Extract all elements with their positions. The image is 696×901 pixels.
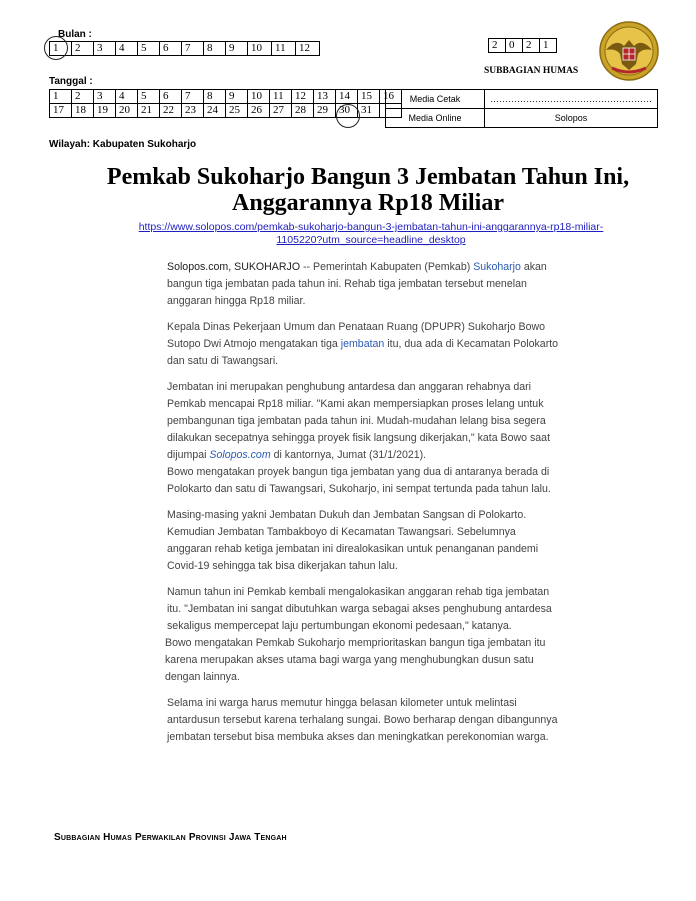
title-line-2: Anggarannya Rp18 Miliar [231, 190, 504, 216]
month-cell: 4 [116, 42, 138, 56]
paragraph-7: Bowo mengatakan Pemkab Sukoharjo memprioritaskan bangun tiga jembatan itu karena merupakan akses utama bagi warga yang menghubungkan dusun satu dengan lainnya. [165, 637, 546, 683]
p2-text-b: itu, dua ada di Kecamatan Polokarto dan satu di Tawangsari. [167, 338, 559, 367]
article-body [167, 259, 559, 755]
month-cell: 12 [296, 42, 320, 56]
garuda-emblem-icon [598, 20, 660, 82]
media-online-value: Solopos [485, 109, 658, 128]
keyword-link-jembatan[interactable]: jembatan [340, 338, 385, 350]
day-cell: 10 [248, 90, 270, 104]
month-cell: 3 [94, 42, 116, 56]
media-cetak-value: ……………………………………………… [485, 90, 658, 109]
day-cell: 18 [72, 104, 94, 118]
paragraph-8: Selama ini warga harus memutur hingga belasan kilometer untuk melintasi antardusun tersebut karena terhalang sungai. Bowo berharap dengan dibangunnya jembatan tersebut bisa membuka akses dan meningkatkan perekonomian warga. [167, 697, 558, 743]
day-cell: 1 [50, 90, 72, 104]
paragraph-2 [167, 319, 559, 370]
day-cell: 26 [248, 104, 270, 118]
year-digit-cell: 1 [540, 39, 557, 53]
url-line-2[interactable]: 1105220?utm_source=headline_desktop [276, 234, 466, 246]
p3-text-a: Jembatan ini merupakan penghubung antardesa dan anggaran rehabnya dari Pemkab mencapai Rp18 miliar. "Kami akan mempersiapkan proses lelang untuk pembangunan tiga jembatan pada tahun ini. Mudah-mudahan lelang bisa segera dilakukan secepatnya sehingga proyek fisik langsung dikerjakan," kata Bowo saat dijumpai [167, 381, 551, 461]
title-line-1: Pemkab Sukoharjo Bangun 3 Jembatan Tahun Ini, [106, 164, 630, 190]
article-link[interactable] [98, 221, 644, 247]
media-table [385, 89, 658, 128]
source-label: Solopos.com, SUKOHARJO [167, 261, 301, 273]
day-cell: 9 [226, 90, 248, 104]
p1-text-a: -- Pemerintah Kabupaten (Pemkab) [300, 261, 474, 273]
day-cell: 31 [358, 104, 380, 118]
paragraph-5: Masing-masing yakni Jembatan Dukuh dan Jembatan Sangsan di Polokarto. Kemudian Jembatan Tambakboyo di Kecamatan Tawangsari. Sebelumnya anggaran rehab ketiga jembatan ini direalokasikan untuk penanganan pandemi Covid-19 sehingga tak bisa dikerjakan tahun lalu. [167, 509, 539, 572]
media-cetak-label: Media Cetak [386, 90, 485, 109]
day-cell: 12 [292, 90, 314, 104]
day-cell: 30 [336, 104, 358, 118]
year-digit-cell: 0 [506, 39, 523, 53]
day-cell: 23 [182, 104, 204, 118]
day-cell: 22 [160, 104, 182, 118]
p3-text-b: di kantornya, Jumat (31/1/2021). [270, 449, 427, 461]
article-title [40, 164, 696, 216]
day-cell: 21 [138, 104, 160, 118]
media-online-label: Media Online [386, 109, 485, 128]
selected-day-circle [336, 104, 360, 128]
day-cell: 14 [336, 90, 358, 104]
bulan-label: Bulan : [58, 29, 92, 40]
year-digit-cell: 2 [523, 39, 540, 53]
month-cell: 10 [248, 42, 272, 56]
year-digit-cell: 2 [489, 39, 506, 53]
day-cell: 4 [116, 90, 138, 104]
month-grid [49, 41, 320, 56]
p1-text-b: akan bangun tiga jembatan pada tahun ini. Rehab tiga jembatan tersebut menelan anggaran hingga Rp18 miliar. [167, 261, 547, 307]
paragraph-1 [167, 259, 559, 310]
month-cell: 7 [182, 42, 204, 56]
day-cell: 19 [94, 104, 116, 118]
day-cell: 20 [116, 104, 138, 118]
day-cell: 15 [358, 90, 380, 104]
day-cell: 17 [50, 104, 72, 118]
p2-text-a: Kepala Dinas Pekerjaan Umum dan Penataan Ruang (DPUPR) Sukoharjo Bowo Sutopo Dwi Atmojo mengatakan tiga [167, 321, 546, 350]
source-link-solopos[interactable]: Solopos.com [209, 449, 271, 461]
day-cell: 13 [314, 90, 336, 104]
day-cell: 5 [138, 90, 160, 104]
year-grid [488, 38, 557, 53]
tanggal-label: Tanggal : [49, 76, 93, 87]
region-label: Wilayah: Kabupaten Sukoharjo [49, 139, 197, 150]
day-cell: 8 [204, 90, 226, 104]
day-cell: 3 [94, 90, 116, 104]
paragraph-6: Namun tahun ini Pemkab kembali mengalokasikan anggaran rehab tiga jembatan itu. "Jembatan ini sangat dibutuhkan warga sebagai akses penghubung antardesa sekaligus mempercepat laju pertumbungan ekonomi pedesaan," katanya. [167, 586, 552, 632]
day-cell: 6 [160, 90, 182, 104]
keyword-link-sukoharjo[interactable]: Sukoharjo [473, 261, 521, 273]
month-cell: 11 [272, 42, 296, 56]
month-cell: 2 [72, 42, 94, 56]
day-cell: 7 [182, 90, 204, 104]
url-line-1[interactable]: https://www.solopos.com/pemkab-sukoharjo-bangun-3-jembatan-tahun-ini-anggarannya-rp18-miliar- [138, 221, 604, 233]
month-cell: 5 [138, 42, 160, 56]
month-cell: 6 [160, 42, 182, 56]
paragraph-3 [167, 379, 559, 464]
department-label: SUBBAGIAN HUMAS [484, 66, 579, 76]
month-cell: 9 [226, 42, 248, 56]
day-cell: 24 [204, 104, 226, 118]
day-cell: 25 [226, 104, 248, 118]
day-cell: 27 [270, 104, 292, 118]
paragraph-4: Bowo mengatakan proyek bangun tiga jembatan yang dua di antaranya berada di Polokarto dan satu di Tawangsari, Sukoharjo, ini sempat tertunda pada tahun lalu. [167, 466, 551, 495]
month-cell: 8 [204, 42, 226, 56]
day-cell: 2 [72, 90, 94, 104]
day-cell: 29 [314, 104, 336, 118]
day-cell: 11 [270, 90, 292, 104]
footer-text: Subbagian Humas Perwakilan Provinsi Jawa Tengah [54, 832, 287, 843]
day-cell: 16 [380, 90, 402, 104]
selected-month-circle [44, 36, 68, 60]
day-cell: 28 [292, 104, 314, 118]
month-cell: 1 [50, 42, 72, 56]
